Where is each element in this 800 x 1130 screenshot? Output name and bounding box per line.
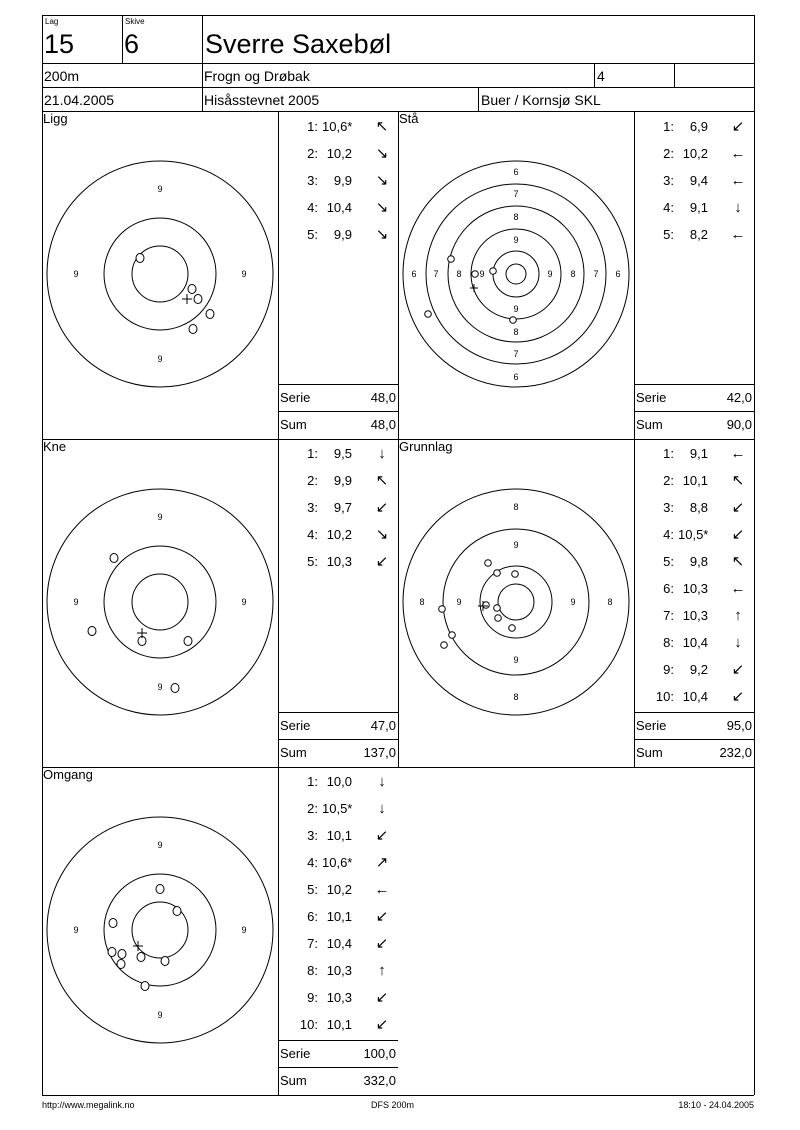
- shot-value: 9,9: [333, 173, 352, 188]
- sum-value-kne: 137,0: [363, 745, 396, 760]
- shot-value: 10,3: [326, 990, 352, 1005]
- ring-label: 9: [157, 840, 163, 850]
- serie-value-omgang: 100,0: [363, 1046, 396, 1061]
- ring-label: 9: [73, 597, 79, 607]
- shot-value: 10,2: [326, 527, 352, 542]
- direction-arrow-icon: ↙: [375, 989, 389, 1006]
- footer-timestamp: 18:10 - 24.04.2005: [678, 1100, 754, 1110]
- shot-number: 8:: [307, 963, 318, 978]
- direction-arrow-icon: ↓: [378, 445, 386, 462]
- stage-name-grunnlag: Grunnlag: [399, 439, 453, 454]
- stage-name-ligg: Ligg: [43, 111, 68, 126]
- shot-hole: [439, 606, 446, 613]
- direction-arrow-icon: ↑: [734, 607, 742, 624]
- shot-number: 5:: [663, 554, 674, 569]
- mean-point-cross: [470, 284, 478, 292]
- mean-point-cross: [182, 294, 192, 304]
- shot-hole: [206, 310, 214, 319]
- shot-number: 1:: [307, 774, 318, 789]
- distance: 200m: [44, 68, 80, 84]
- ring-label: 9: [513, 655, 519, 665]
- ring-label: 8: [513, 692, 519, 702]
- shot-value: 10,3: [326, 963, 352, 978]
- direction-arrow-icon: ↘: [375, 199, 389, 216]
- shot-number: 4:: [307, 527, 318, 542]
- direction-arrow-icon: ↓: [378, 773, 386, 790]
- sum-label: Sum: [280, 745, 307, 760]
- stage-name-kne: Kne: [43, 439, 67, 454]
- shot-hole: [485, 560, 492, 567]
- ring-label: 9: [73, 269, 79, 279]
- ring-label: 8: [607, 597, 613, 607]
- ring-label: 9: [513, 235, 519, 245]
- shooter-name: Sverre Saxebøl: [205, 29, 392, 59]
- shot-number: 3:: [663, 173, 674, 188]
- direction-arrow-icon: ←: [730, 145, 746, 162]
- direction-arrow-icon: ←: [730, 172, 746, 189]
- shot-value: 10,5*: [322, 801, 353, 816]
- direction-arrow-icon: ↓: [734, 634, 742, 651]
- date: 21.04.2005: [44, 92, 115, 108]
- shot-number: 1:: [663, 446, 674, 461]
- shot-value: 10,3: [326, 554, 352, 569]
- ring-label: 7: [433, 269, 439, 279]
- shot-hole: [449, 632, 456, 639]
- shot-number: 9:: [663, 662, 674, 677]
- direction-arrow-icon: ↖: [375, 118, 389, 135]
- direction-arrow-icon: ←: [730, 226, 746, 243]
- serie-value-sta: 42,0: [726, 390, 752, 405]
- shot-value: 10,2: [326, 146, 352, 161]
- serie-label: Serie: [280, 718, 311, 733]
- serie-label: Serie: [636, 390, 667, 405]
- footer-program: DFS 200m: [371, 1100, 415, 1110]
- direction-arrow-icon: ↙: [375, 1016, 389, 1033]
- shot-number: 6:: [663, 581, 674, 596]
- ring-label: 9: [479, 269, 485, 279]
- shot-hole: [189, 325, 197, 334]
- shot-hole: [448, 256, 455, 263]
- ring-label: 6: [513, 372, 519, 382]
- shot-hole: [441, 642, 448, 649]
- ring-label: 9: [241, 597, 247, 607]
- shot-number: 5:: [307, 554, 318, 569]
- ring-label: 8: [570, 269, 576, 279]
- shot-value: 10,1: [326, 828, 352, 843]
- ring-label: 7: [513, 189, 519, 199]
- target-sta: [402, 160, 630, 388]
- shot-hole: [188, 285, 196, 294]
- direction-arrow-icon: ↙: [375, 827, 389, 844]
- shot-number: 5:: [307, 882, 318, 897]
- shot-hole: [510, 317, 517, 324]
- ring-label: 6: [513, 167, 519, 177]
- serie-label: Serie: [280, 390, 311, 405]
- direction-arrow-icon: ↙: [731, 499, 745, 516]
- mean-point-cross: [137, 628, 147, 638]
- direction-arrow-icon: ↙: [731, 526, 745, 543]
- shot-value: 9,1: [689, 446, 708, 461]
- shot-value: 10,2: [326, 882, 352, 897]
- shot-number: 6:: [307, 909, 318, 924]
- shot-hole: [194, 295, 202, 304]
- shot-hole: [483, 602, 490, 609]
- serie-value-kne: 47,0: [370, 718, 396, 733]
- direction-arrow-icon: ↙: [375, 935, 389, 952]
- shot-value: 10,6*: [322, 855, 353, 870]
- shot-hole: [118, 950, 126, 959]
- shot-hole: [88, 627, 96, 636]
- shot-value: 10,4: [326, 936, 352, 951]
- target-grunnlag: [402, 488, 630, 716]
- ring-label: 8: [456, 269, 462, 279]
- shot-number: 10:: [655, 689, 674, 704]
- direction-arrow-icon: ↙: [731, 688, 745, 705]
- shot-hole: [161, 957, 169, 966]
- sum-value-grunnlag: 232,0: [719, 745, 752, 760]
- shot-hole: [472, 271, 479, 278]
- shot-value: 9,9: [333, 227, 352, 242]
- shot-number: 4:: [663, 200, 674, 215]
- shot-value: 10,0: [326, 774, 352, 789]
- ring-label: 8: [513, 212, 519, 222]
- shot-value: 10,5*: [678, 527, 709, 542]
- shot-number: 2:: [307, 801, 318, 816]
- stage-name-sta: Stå: [399, 111, 419, 126]
- shot-hole: [136, 254, 144, 263]
- shot-number: 3:: [663, 500, 674, 515]
- shot-number: 1:: [307, 119, 318, 134]
- shot-hole: [137, 953, 145, 962]
- shot-hole: [184, 637, 192, 646]
- direction-arrow-icon: ↖: [375, 472, 389, 489]
- shot-number: 3:: [307, 500, 318, 515]
- shot-number: 3:: [307, 828, 318, 843]
- shot-value: 10,4: [326, 200, 352, 215]
- shot-value: 9,2: [689, 662, 708, 677]
- shot-hole: [425, 311, 432, 318]
- ring-label: 9: [570, 597, 576, 607]
- ring-label: 7: [513, 349, 519, 359]
- direction-arrow-icon: ↘: [375, 172, 389, 189]
- shot-hole: [108, 948, 116, 957]
- ring-label: 8: [513, 327, 519, 337]
- shot-value: 6,9: [689, 119, 708, 134]
- ring-label: 9: [157, 354, 163, 364]
- shot-hole: [156, 885, 164, 894]
- shot-value: 10,4: [682, 635, 708, 650]
- direction-arrow-icon: ↖: [731, 553, 745, 570]
- ring-label: 9: [456, 597, 462, 607]
- direction-arrow-icon: ↓: [734, 199, 742, 216]
- shot-number: 2:: [307, 146, 318, 161]
- shot-value: 9,8: [689, 554, 708, 569]
- direction-arrow-icon: ↙: [375, 908, 389, 925]
- shot-value: 9,1: [689, 200, 708, 215]
- sum-label: Sum: [636, 417, 663, 432]
- shot-hole: [494, 605, 501, 612]
- shot-number: 4:: [307, 855, 318, 870]
- shot-hole: [171, 684, 179, 693]
- footer-url: http://www.megalink.no: [42, 1100, 135, 1110]
- shot-hole: [490, 268, 497, 275]
- skive-number: 6: [124, 29, 140, 59]
- ring-label: 9: [157, 1010, 163, 1020]
- shot-number: 1:: [663, 119, 674, 134]
- shot-number: 10:: [299, 1017, 318, 1032]
- shot-hole: [110, 554, 118, 563]
- shot-number: 7:: [307, 936, 318, 951]
- shot-value: 9,5: [333, 446, 352, 461]
- shot-value: 9,4: [689, 173, 708, 188]
- shot-number: 4:: [307, 200, 318, 215]
- ring-label: 9: [157, 512, 163, 522]
- shot-hole: [141, 982, 149, 991]
- direction-arrow-icon: ↓: [378, 800, 386, 817]
- shot-number: 2:: [663, 473, 674, 488]
- shot-number: 9:: [307, 990, 318, 1005]
- sum-value-omgang: 332,0: [363, 1073, 396, 1088]
- shot-value: 10,1: [326, 909, 352, 924]
- direction-arrow-icon: ↘: [375, 145, 389, 162]
- ring-label: 9: [241, 925, 247, 935]
- shot-number: 4:: [663, 527, 674, 542]
- shot-value: 10,1: [682, 473, 708, 488]
- direction-arrow-icon: ↗: [375, 854, 389, 871]
- ring-label: 6: [411, 269, 417, 279]
- club-name: Frogn og Drøbak: [204, 68, 310, 84]
- ring-label: 9: [513, 540, 519, 550]
- ring-label: 8: [419, 597, 425, 607]
- serie-value-ligg: 48,0: [370, 390, 396, 405]
- direction-arrow-icon: ↙: [375, 553, 389, 570]
- sum-label: Sum: [280, 417, 307, 432]
- shot-value: 9,7: [333, 500, 352, 515]
- sum-value-sta: 90,0: [726, 417, 752, 432]
- direction-arrow-icon: ↑: [378, 962, 386, 979]
- shot-number: 5:: [307, 227, 318, 242]
- ring-label: 6: [615, 269, 621, 279]
- shot-number: 7:: [663, 608, 674, 623]
- direction-arrow-icon: ←: [374, 881, 390, 898]
- direction-arrow-icon: ↙: [731, 118, 745, 135]
- shot-value: 10,3: [682, 608, 708, 623]
- shot-number: 2:: [307, 473, 318, 488]
- serie-label: Serie: [280, 1046, 311, 1061]
- shot-hole: [495, 615, 502, 622]
- sum-label: Sum: [636, 745, 663, 760]
- shot-value: 9,9: [333, 473, 352, 488]
- shot-value: 10,4: [682, 689, 708, 704]
- shot-hole: [109, 919, 117, 928]
- shot-hole: [509, 625, 516, 632]
- lag-label: Lag: [45, 17, 59, 26]
- shot-value: 10,3: [682, 581, 708, 596]
- ring-label: 9: [157, 682, 163, 692]
- class-value: 4: [597, 68, 605, 84]
- shot-hole: [117, 960, 125, 969]
- ring-label: 8: [513, 502, 519, 512]
- shot-hole: [512, 571, 519, 578]
- target-omgang: [46, 816, 274, 1044]
- ring-label: 9: [73, 925, 79, 935]
- venue-name: Buer / Kornsjø SKL: [481, 92, 601, 108]
- shot-number: 8:: [663, 635, 674, 650]
- lag-number: 15: [44, 29, 75, 59]
- shot-number: 1:: [307, 446, 318, 461]
- shot-value: 10,2: [682, 146, 708, 161]
- ring-label: 9: [157, 184, 163, 194]
- direction-arrow-icon: ←: [730, 445, 746, 462]
- direction-arrow-icon: ↖: [731, 472, 745, 489]
- direction-arrow-icon: ↘: [375, 226, 389, 243]
- direction-arrow-icon: ↙: [731, 661, 745, 678]
- direction-arrow-icon: ↘: [375, 526, 389, 543]
- shot-hole: [494, 570, 501, 577]
- shot-value: 10,1: [326, 1017, 352, 1032]
- direction-arrow-icon: ←: [730, 580, 746, 597]
- shot-value: 10,6*: [322, 119, 353, 134]
- stage-name-omgang: Omgang: [43, 767, 93, 782]
- shot-number: 2:: [663, 146, 674, 161]
- ring-label: 9: [547, 269, 553, 279]
- target-kne: [46, 488, 274, 716]
- skive-label: Skive: [125, 17, 145, 26]
- shot-number: 3:: [307, 173, 318, 188]
- target-ligg: [46, 160, 274, 388]
- ring-label: 7: [593, 269, 599, 279]
- direction-arrow-icon: ↙: [375, 499, 389, 516]
- serie-value-grunnlag: 95,0: [726, 718, 752, 733]
- shot-value: 8,8: [689, 500, 708, 515]
- ring-label: 9: [241, 269, 247, 279]
- event-name: Hisåsstevnet 2005: [204, 92, 320, 108]
- shot-value: 8,2: [689, 227, 708, 242]
- ring-label: 9: [513, 304, 519, 314]
- shot-number: 5:: [663, 227, 674, 242]
- shot-hole: [173, 907, 181, 916]
- serie-label: Serie: [636, 718, 667, 733]
- sum-label: Sum: [280, 1073, 307, 1088]
- sum-value-ligg: 48,0: [370, 417, 396, 432]
